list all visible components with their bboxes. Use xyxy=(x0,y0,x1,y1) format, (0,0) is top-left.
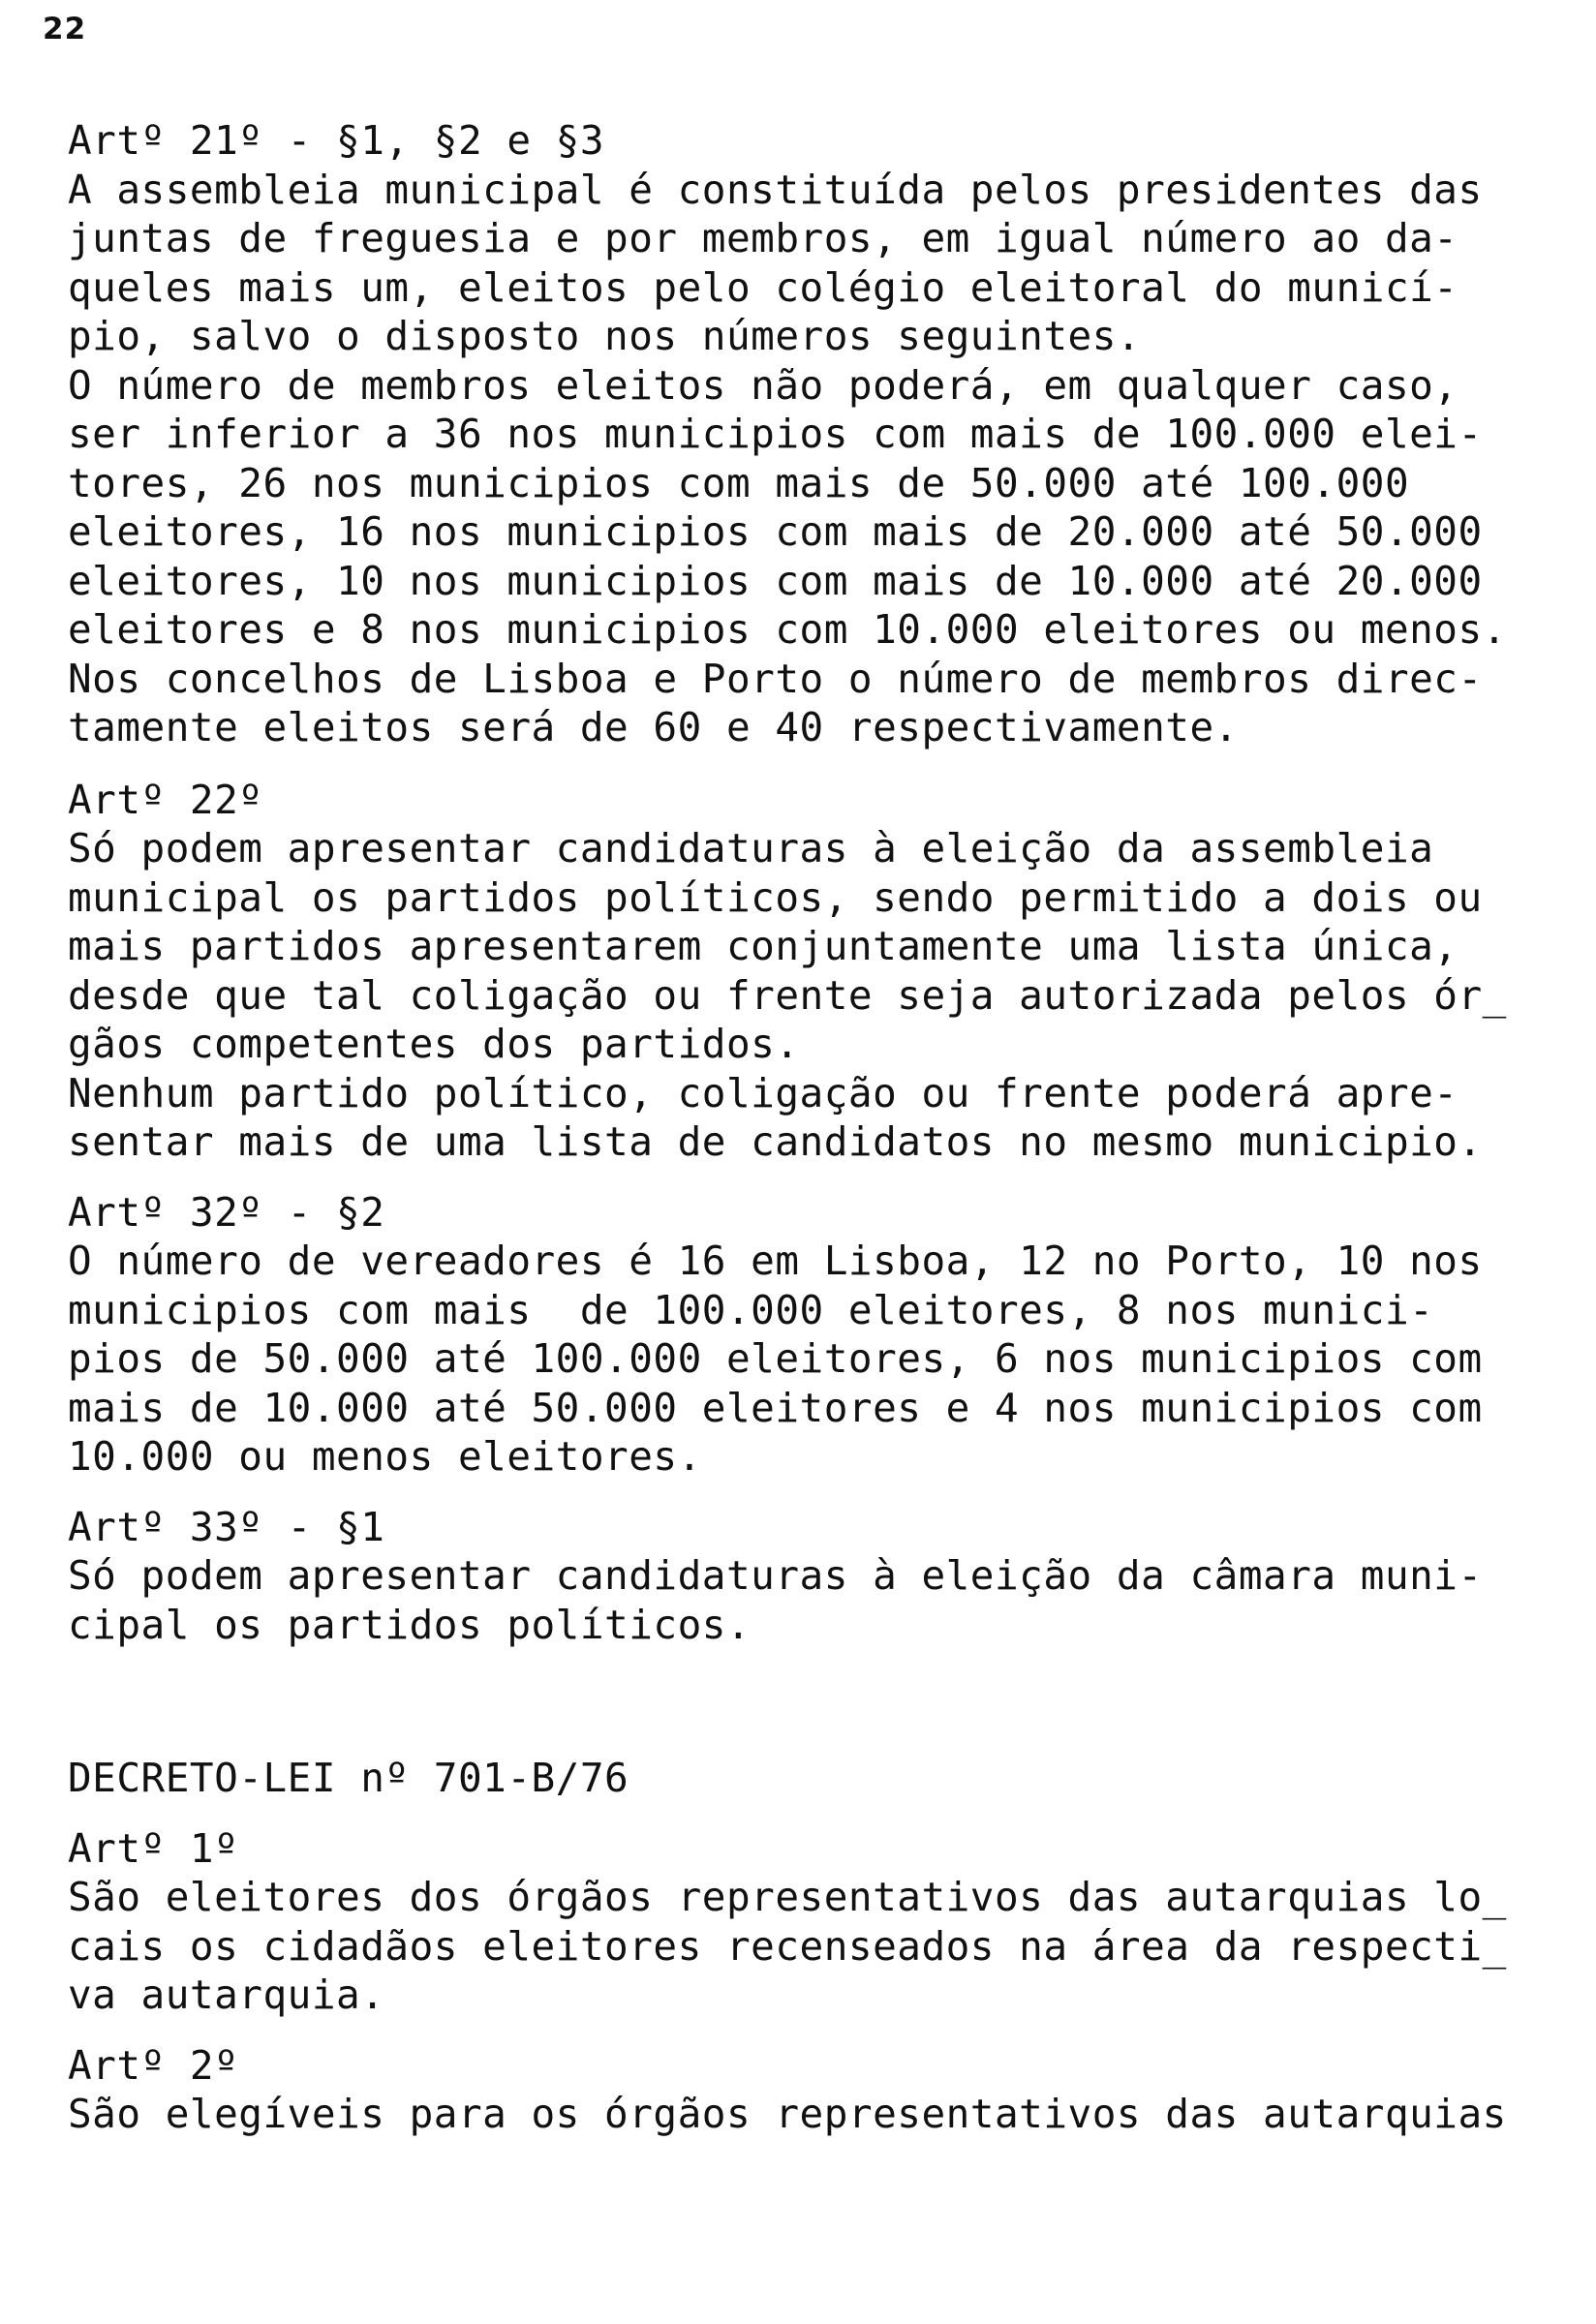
decree-section xyxy=(68,1754,1520,1803)
text-line: juntas de freguesia e por membros, em igual número ao da- xyxy=(68,215,1458,261)
text-line: Nos concelhos de Lisboa e Porto o número de membros direc- xyxy=(68,655,1483,702)
decree-article-2 xyxy=(68,2041,1520,2139)
spacer xyxy=(68,752,1520,776)
article-21 xyxy=(68,116,1520,752)
text-line: Só podem apresentar candidaturas à eleição da câmara muni- xyxy=(68,1552,1483,1599)
text-line: pios de 50.000 até 100.000 eleitores, 6 nos municipios com xyxy=(68,1335,1483,1382)
document-body xyxy=(68,116,1520,2139)
spacer xyxy=(68,1167,1520,1188)
text-line: 10.000 ou menos eleitores. xyxy=(68,1433,702,1480)
text-line: eleitores e 8 nos municipios com 10.000 eleitores ou menos. xyxy=(68,606,1507,653)
article-heading: Artº 2º xyxy=(68,2041,239,2089)
text-line: cipal os partidos políticos. xyxy=(68,1601,752,1648)
page-number: 22 xyxy=(43,12,87,46)
text-line: mais partidos apresentarem conjuntamente uma lista única, xyxy=(68,923,1458,969)
article-33 xyxy=(68,1503,1520,1650)
text-line: municipal os partidos políticos, sendo permitido a dois ou xyxy=(68,873,1483,921)
text-line: cais os cidadãos eleitores recenseados na área da respecti_ xyxy=(68,1922,1507,1970)
text-line: São eleitores dos órgãos representativos das autarquias lo_ xyxy=(68,1874,1507,1920)
article-32 xyxy=(68,1188,1520,1482)
article-heading: Artº 1º xyxy=(68,1824,239,1872)
text-line: eleitores, 10 nos municipios com mais de 10.000 até 20.000 xyxy=(68,557,1483,604)
spacer xyxy=(68,2020,1520,2041)
article-heading: Artº 33º - §1 xyxy=(68,1503,385,1550)
text-line: Só podem apresentar candidaturas à eleição da assembleia xyxy=(68,825,1434,872)
text-line: eleitores, 16 nos municipios com mais de 20.000 até 50.000 xyxy=(68,508,1483,555)
text-line: tores, 26 nos municipios com mais de 50.000 até 100.000 xyxy=(68,459,1410,506)
decree-article-1 xyxy=(68,1824,1520,2020)
text-line: gãos competentes dos partidos. xyxy=(68,1021,800,1067)
article-22 xyxy=(68,776,1520,1167)
text-line: A assembleia municipal é constituída pelos presidentes das xyxy=(68,166,1483,213)
text-line: ser inferior a 36 nos municipios com mais de 100.000 elei- xyxy=(68,411,1483,457)
text-line: O número de vereadores é 16 em Lisboa, 12 no Porto, 10 nos xyxy=(68,1238,1483,1284)
article-heading: Artº 21º - §1, §2 e §3 xyxy=(68,117,605,164)
spacer xyxy=(68,1482,1520,1503)
text-line: sentar mais de uma lista de candidatos no mesmo municipio. xyxy=(68,1118,1483,1165)
text-line: tamente eleitos será de 60 e 40 respectivamente. xyxy=(68,704,1239,750)
decree-title: DECRETO-LEI nº 701-B/76 xyxy=(68,1755,629,1801)
text-line: municipios com mais de 100.000 eleitores, 8 nos munici- xyxy=(68,1286,1434,1333)
text-line: va autarquia. xyxy=(68,1972,385,2018)
article-heading: Artº 32º - §2 xyxy=(68,1188,385,1236)
text-line: pio, salvo o disposto nos números seguintes. xyxy=(68,313,1142,359)
text-line: queles mais um, eleitos pelo colégio eleitoral do municí- xyxy=(68,263,1458,311)
spacer xyxy=(68,1803,1520,1824)
article-heading: Artº 22º xyxy=(68,776,263,823)
text-line: O número de membros eleitos não poderá, em qualquer caso, xyxy=(68,361,1458,409)
text-line: desde que tal coligação ou frente seja autorizada pelos ór_ xyxy=(68,971,1507,1019)
text-line: Nenhum partido político, coligação ou frente poderá apre- xyxy=(68,1069,1458,1116)
text-line: mais de 10.000 até 50.000 eleitores e 4 nos municipios com xyxy=(68,1384,1483,1431)
spacer xyxy=(68,1649,1520,1754)
text-line: São elegíveis para os órgãos representativos das autarquias xyxy=(68,2091,1507,2137)
